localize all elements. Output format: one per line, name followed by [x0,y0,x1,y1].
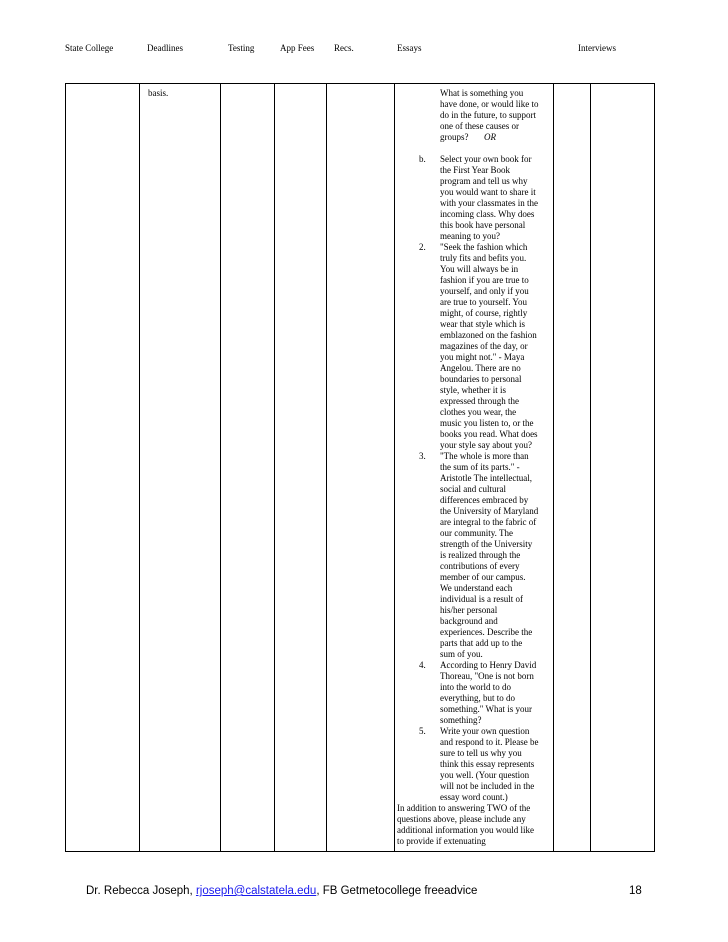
column-divider [139,84,140,851]
essay-text-line: magazines of the day, or [440,341,528,351]
essay-text-line: the University of Maryland [440,506,539,516]
essay-text-line: think this essay represents [440,759,535,769]
essay-text-line: experiences. Describe the [440,627,533,637]
essay-text-line: You will always be in [440,264,519,274]
essay-text-line: are true to yourself. You [440,297,527,307]
essay-text-line: Aristotle The intellectual, [440,473,533,483]
essay-closing-line: questions above, please include any [397,814,526,824]
essay-list-marker: 4. [419,660,426,670]
essay-text-line: emblazoned on the fashion [440,330,537,340]
header-state-college: State College [65,43,114,53]
deadlines-cell: basis. [148,88,169,98]
essay-text-line: your style say about you? [440,440,532,450]
essay-text-line: Select your own book for [440,154,532,164]
footer-prefix: Dr. Rebecca Joseph, [86,885,196,897]
essay-text-line: member of our campus. [440,572,526,582]
column-divider [326,84,327,851]
essay-text-line: background and [440,616,498,626]
essay-list-marker: 2. [419,242,426,252]
essay-text-line: clothes you wear, the [440,407,517,417]
essay-text-line: Thoreau, "One is not born [440,671,534,681]
essay-text-line: "Seek the fashion which [440,242,528,252]
essay-text-line: with your classmates in the [440,198,538,208]
essay-list-marker: b. [419,154,426,164]
essay-text-line: his/her personal [440,605,498,615]
essay-text-line: boundaries to personal [440,374,522,384]
essay-text-line: meaning to you? [440,231,500,241]
header-deadlines: Deadlines [147,43,183,53]
essay-text-line: style, whether it is [440,385,506,395]
essay-text-line: groups? [440,132,469,142]
essay-text-line: you well. (Your question [440,770,530,780]
essay-text-line: sure to tell us why you [440,748,522,758]
essay-text-line: strength of the University [440,539,533,549]
essay-text-line: into the world to do [440,682,511,692]
header-testing: Testing [228,43,255,53]
essay-text-line: yourself, and only if you [440,286,529,296]
header-essays: Essays [397,43,422,53]
essay-closing-line: additional information you would like [397,825,534,835]
essay-list-marker: 3. [419,451,426,461]
essay-text-line: social and cultural [440,484,506,494]
header-interviews: Interviews [578,43,616,53]
essay-text-line: fashion if you are true to [440,275,529,285]
essay-text-line: Angelou. There are no [440,363,521,373]
essay-text-line: program and tell us why [440,176,528,186]
essay-text-line: "The whole is more than [440,451,529,461]
essay-text-line: the sum of its parts." - [440,462,520,472]
essay-text-line: this book have personal [440,220,526,230]
essay-text-line: will not be included in the [440,781,535,791]
essay-text-line: music you listen to, or the [440,418,534,428]
essay-text-line: According to Henry David [440,660,537,670]
essay-text-line: What is something you [440,88,524,98]
essay-text-line: individual is a result of [440,594,523,604]
essay-text-line: contributions of every [440,561,520,571]
college-table [65,83,655,852]
essay-closing-line: In addition to answering TWO of the [397,803,531,813]
essay-text-line: books you read. What does [440,429,538,439]
essay-text-line: sum of you. [440,649,483,659]
essay-text-line: might, of course, rightly [440,308,528,318]
column-divider [394,84,395,851]
essay-text-line: the First Year Book [440,165,511,175]
essay-text-line: expressed through the [440,396,519,406]
column-divider [553,84,554,851]
essay-text-line: our community. The [440,528,513,538]
essay-text-line: one of these causes or [440,121,519,131]
essay-text-line: parts that add up to the [440,638,523,648]
essay-text-line: do in the future, to support [440,110,536,120]
essay-text-line: are integral to the fabric of [440,517,537,527]
essay-text-line: something? [440,715,482,725]
essay-text-line: differences embraced by [440,495,529,505]
column-divider [590,84,591,851]
essay-text-line: truly fits and befits you. [440,253,527,263]
essay-text-line: you would want to share it [440,187,536,197]
essay-or-label: OR [484,132,496,142]
column-divider [274,84,275,851]
essay-closing-line: to provide if extenuating [397,836,486,846]
essay-text-line: everything, but to do [440,693,515,703]
essay-text-line: have done, or would like to [440,99,539,109]
footer-suffix: , FB Getmetocollege freeadvice [316,885,478,897]
essay-text-line: Write your own question [440,726,530,736]
header-app-fees: App Fees [280,43,315,53]
page-number: 18 [629,885,642,897]
essay-text-line: essay word count.) [440,792,508,802]
essay-text-line: something." What is your [440,704,532,714]
essay-text-line: and respond to it. Please be [440,737,539,747]
essay-text-line: incoming class. Why does [440,209,535,219]
essay-text-line: We understand each [440,583,513,593]
essay-list-marker: 5. [419,726,426,736]
footer-credit [86,885,477,897]
footer-email-link[interactable]: rjoseph@calstatela.edu [195,885,317,897]
header-recs: Recs. [334,43,354,53]
essay-text-line: you might not." - Maya [440,352,525,362]
essay-text-line: wear that style which is [440,319,525,329]
column-divider [220,84,221,851]
essay-text-line: is realized through the [440,550,521,560]
